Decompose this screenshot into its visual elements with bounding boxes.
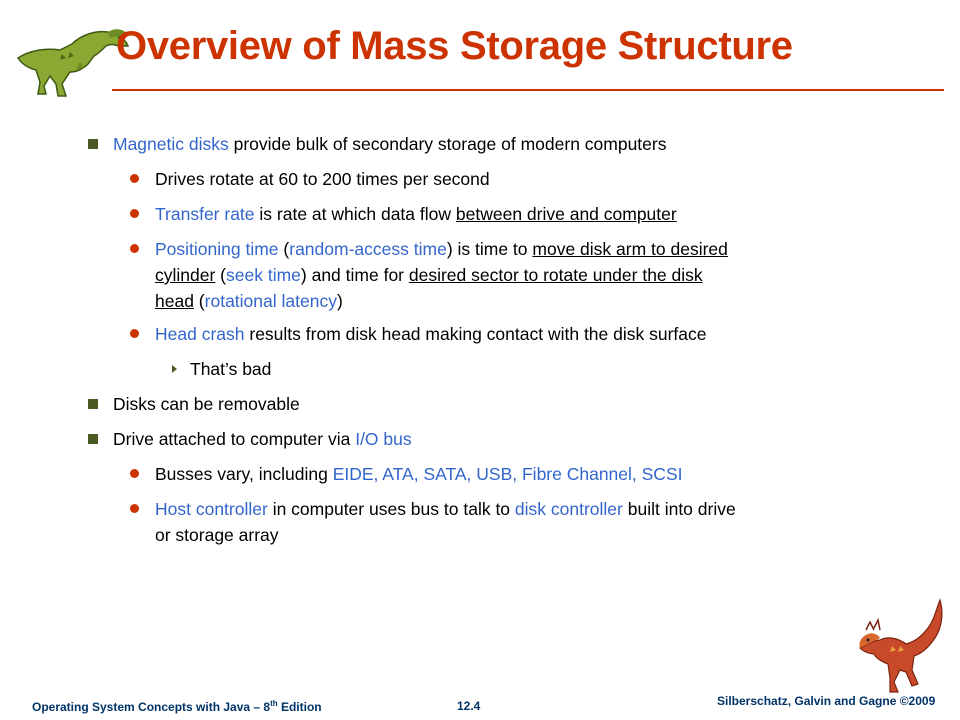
- bullet-text: results from disk head making contact with the disk surface: [244, 324, 707, 344]
- bullet-transfer-rate: [155, 201, 855, 227]
- footer-authors: Silberschatz, Galvin and Gagne ©2009: [717, 694, 936, 708]
- bullet-text: Disks can be removable: [113, 394, 300, 414]
- footer-text: Operating System Concepts with Java – 8: [32, 700, 271, 714]
- bullet-io-bus: [113, 426, 873, 452]
- square-bullet-icon: [88, 399, 98, 409]
- term-random-access-time: random-access time: [289, 239, 447, 259]
- bullet-head-crash: [155, 321, 855, 347]
- term-head-crash: Head crash: [155, 324, 245, 344]
- underlined-text: cylinder: [155, 265, 216, 285]
- term-io-bus: I/O bus: [355, 429, 412, 449]
- underlined-text: desired sector to rotate under the disk: [408, 265, 703, 285]
- dot-bullet-icon: [130, 329, 139, 338]
- term-magnetic-disks: Magnetic disks: [113, 134, 229, 154]
- bullet-text: ): [336, 291, 343, 311]
- underlined-text: head: [155, 291, 194, 311]
- bullet-text: or storage array: [155, 525, 279, 545]
- term-transfer-rate: Transfer rate: [155, 204, 255, 224]
- bullet-text: That’s bad: [190, 359, 272, 379]
- term-host-controller: Host controller: [155, 499, 268, 519]
- bullet-text: ) is time to: [446, 239, 533, 259]
- bullet-text: provide bulk of secondary storage of modern computers: [228, 134, 667, 154]
- bullet-thats-bad: [190, 356, 790, 382]
- square-bullet-icon: [88, 139, 98, 149]
- term-disk-controller: disk controller: [514, 499, 623, 519]
- dot-bullet-icon: [130, 174, 139, 183]
- term-positioning-time: Positioning time: [155, 239, 279, 259]
- term-seek-time: seek time: [226, 265, 301, 285]
- dot-bullet-icon: [130, 209, 139, 218]
- underlined-text: move disk arm to desired: [532, 239, 728, 259]
- slide-title: Overview of Mass Storage Structure: [116, 24, 793, 68]
- bullet-text: Drives rotate at 60 to 200 times per second: [155, 169, 490, 189]
- bullet-host-controller: [155, 496, 855, 548]
- term-rotational-latency: rotational latency: [204, 291, 337, 311]
- bullet-drives-rotate: [155, 166, 855, 192]
- bullet-magnetic-disks: [113, 131, 873, 157]
- bullet-text: Drive attached to computer via: [113, 429, 356, 449]
- footer-superscript: th: [270, 699, 278, 708]
- footer-slide-number: 12.4: [457, 699, 481, 713]
- bullet-text: (: [278, 239, 290, 259]
- bullet-positioning-time: [155, 236, 855, 314]
- dinosaur-logo-bottom: [848, 596, 948, 696]
- bullet-text: built into drive: [622, 499, 736, 519]
- term-bus-types: EIDE, ATA, SATA, USB, Fibre Channel, SCSI: [332, 464, 683, 484]
- underlined-text: between drive and computer: [455, 204, 677, 224]
- bullet-text: in computer uses bus to talk to: [267, 499, 515, 519]
- bullet-text: (: [193, 291, 205, 311]
- square-bullet-icon: [88, 434, 98, 444]
- dot-bullet-icon: [130, 504, 139, 513]
- dot-bullet-icon: [130, 469, 139, 478]
- bullet-text: ) and time for: [300, 265, 409, 285]
- footer-book-title: [32, 699, 322, 714]
- dot-bullet-icon: [130, 244, 139, 253]
- triangle-bullet-icon: [172, 365, 177, 373]
- bullet-text: is rate at which data flow: [254, 204, 456, 224]
- footer-text: Edition: [277, 700, 322, 714]
- bullet-text: Busses vary, including: [155, 464, 333, 484]
- bullet-text: (: [215, 265, 227, 285]
- bullet-removable: [113, 391, 873, 417]
- bullet-busses-vary: [155, 461, 855, 487]
